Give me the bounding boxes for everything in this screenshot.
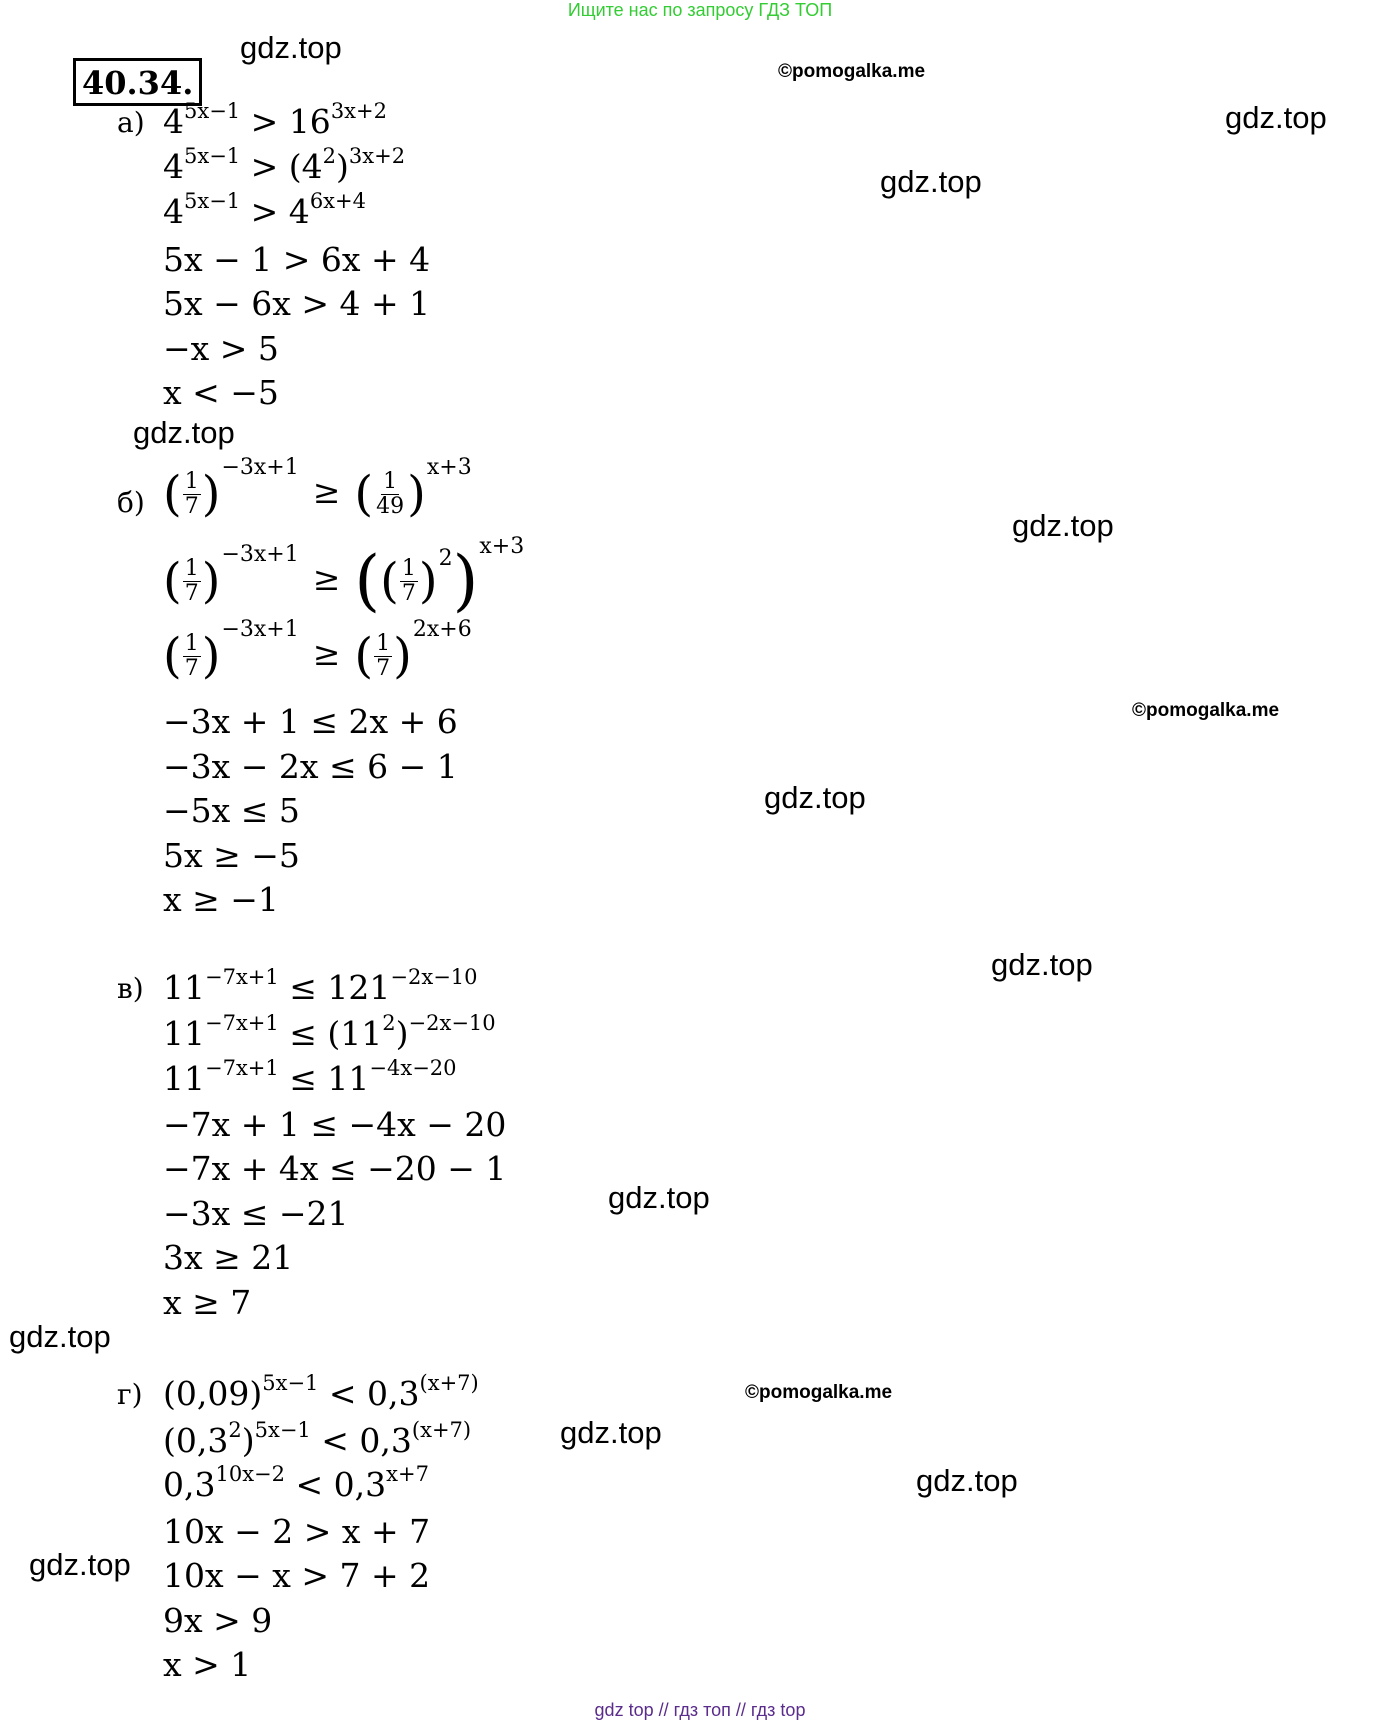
part-label-b: б) bbox=[117, 486, 145, 519]
math-line: −5x ≤ 5 bbox=[163, 791, 300, 830]
watermark-gdz: gdz.top bbox=[880, 164, 982, 199]
part-label-v: в) bbox=[117, 972, 144, 1005]
math-line: 10x − 2 > x + 7 bbox=[163, 1512, 431, 1551]
watermark-gdz: gdz.top bbox=[764, 780, 866, 815]
math-line: −3x − 2x ≤ 6 − 1 bbox=[163, 747, 458, 786]
math-line: −3x + 1 ≤ 2x + 6 bbox=[163, 702, 458, 741]
math-line: x ≥ −1 bbox=[163, 880, 279, 919]
watermark-pomogalka: ©pomogalka.me bbox=[1132, 700, 1280, 721]
math-line: −7x + 4x ≤ −20 − 1 bbox=[163, 1149, 507, 1188]
math-line: $11^{-7x+1} \le 121^{-2x-10}$ bbox=[163, 965, 478, 1007]
math-line: x ≥ 7 bbox=[163, 1283, 252, 1322]
math-line: 9x > 9 bbox=[163, 1601, 273, 1640]
watermark-pomogalka: ©pomogalka.me bbox=[745, 1382, 893, 1403]
math-line: $11^{-7x+1} \le 11^{-4x-20}$ bbox=[163, 1056, 457, 1098]
math-line: x < −5 bbox=[163, 373, 279, 412]
math-line: x > 1 bbox=[163, 1645, 252, 1684]
top-banner: Ищите нас по запросу ГДЗ ТОП bbox=[567, 0, 833, 20]
math-line: $(0,09)^{5x-1} < 0,3^{(x+7)}$ bbox=[163, 1371, 479, 1413]
watermark-gdz: gdz.top bbox=[1012, 508, 1114, 543]
part-label-g: г) bbox=[117, 1378, 143, 1411]
watermark-gdz: gdz.top bbox=[9, 1319, 111, 1354]
math-line: $11^{-7x+1} \le (11^2)^{-2x-10}$ bbox=[163, 1011, 496, 1053]
math-line: −x > 5 bbox=[163, 329, 279, 368]
watermark-gdz: gdz.top bbox=[916, 1463, 1018, 1498]
math-line: 5x − 1 > 6x + 4 bbox=[163, 240, 431, 279]
math-line: 5x ≥ −5 bbox=[163, 836, 300, 875]
watermark-pomogalka: ©pomogalka.me bbox=[778, 61, 926, 82]
math-line: ( $\frac{1}{7}$ ) −3x+1 ≥ ( $\frac{1}{7}$ ) 2x+6 bbox=[163, 617, 472, 684]
math-line: $0,3^{10x-2} < 0,3^{x+7}$ bbox=[163, 1462, 429, 1504]
math-line: $4^{5x-1} > 4^{6x+4}$ bbox=[163, 189, 366, 231]
math-line: 3x ≥ 21 bbox=[163, 1238, 294, 1277]
watermark-gdz: gdz.top bbox=[608, 1180, 710, 1215]
watermark-gdz: gdz.top bbox=[560, 1415, 662, 1450]
watermark-gdz: gdz.top bbox=[991, 947, 1093, 982]
watermark-gdz: gdz.top bbox=[1225, 100, 1327, 135]
math-line: ( $\frac{1}{7}$ ) −3x+1 ≥ ( ( $\frac{1}{7}$ ) 2 ) x+3 bbox=[163, 534, 525, 619]
math-line: −3x ≤ −21 bbox=[163, 1194, 349, 1233]
math-line: −7x + 1 ≤ −4x − 20 bbox=[163, 1105, 507, 1144]
watermark-gdz: gdz.top bbox=[29, 1547, 131, 1582]
watermark-gdz: gdz.top bbox=[133, 415, 235, 450]
problem-number: 40.34. bbox=[73, 58, 202, 106]
footer: gdz top // гдз топ // гдз top bbox=[594, 1700, 806, 1720]
math-line: $4^{5x-1} > (4^2)^{3x+2}$ bbox=[163, 144, 406, 186]
watermark-gdz: gdz.top bbox=[240, 30, 342, 65]
math-line: 10x − x > 7 + 2 bbox=[163, 1556, 431, 1595]
math-line: $(0,3^2)^{5x-1} < 0,3^{(x+7)}$ bbox=[163, 1418, 472, 1460]
math-line: ( $\frac{1}{7}$ ) −3x+1 ≥ ( $\frac{1}{49}$ ) x+3 bbox=[163, 455, 472, 522]
math-line: $4^{5x-1} > 16^{3x+2}$ bbox=[163, 99, 387, 141]
math-line: 5x − 6x > 4 + 1 bbox=[163, 284, 431, 323]
part-label-a: а) bbox=[117, 106, 145, 139]
